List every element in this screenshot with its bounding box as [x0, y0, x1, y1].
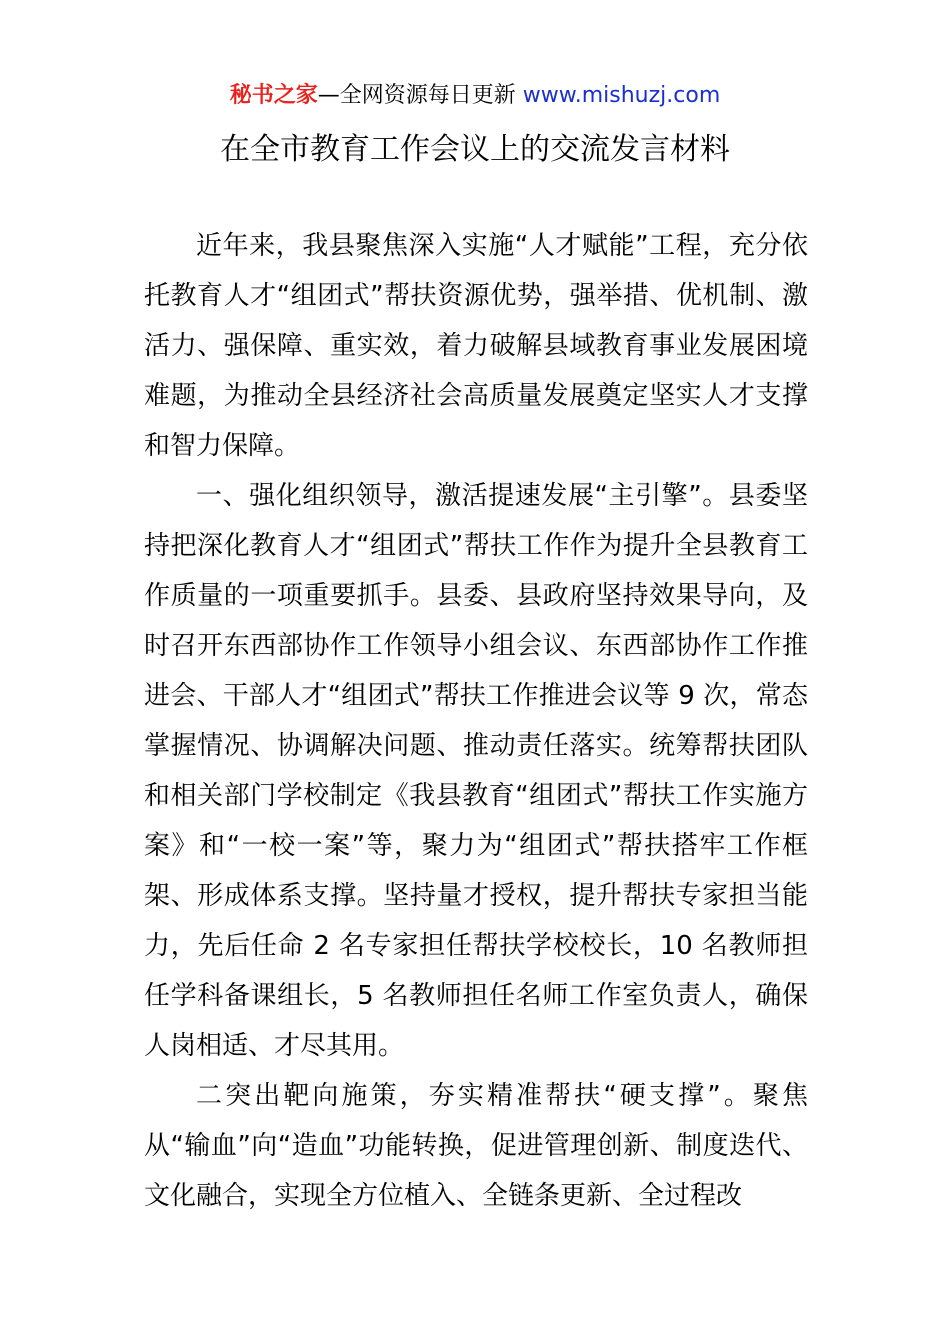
paragraph-intro: 近年来，我县聚焦深入实施“人才赋能”工程，充分依托教育人才“组团式”帮扶资源优势，强举措、优机制、激活力、强保障、重实效，着力破解县域教育事业发展困境难题，为推动全县经济社会高质量发展奠定坚实人才支撑和智力保障。 — [144, 231, 808, 461]
document-body — [144, 221, 808, 1221]
paragraph-section-2: 二突出靶向施策，夯实精准帮扶“硬支撑”。聚焦从“输血”向“造血”功能转换，促进管理创新、制度迭代、文化融合，实现全方位植入、全链条更新、全过程改 — [144, 1081, 808, 1211]
document-title: 在全市教育工作会议上的交流发言材料 — [220, 132, 730, 167]
paragraph-section-1: 一、强化组织领导，激活提速发展“主引擎”。县委坚持把深化教育人才“组团式”帮扶工作作为提升全县教育工作质量的一项重要抓手。县委、县政府坚持效果导向，及时召开东西部协作工作领导小组会议、东西部协作工作推进会、干部人才“组团式”帮扶工作推进会议等 9 次，常态掌握情况、协调解决问题、推动责任落实。统筹帮扶团队和相关部门学校制定《我县教育“组团式”帮扶工作实施方案》和“一校一案”等，聚力为“组团式”帮扶搭牢工作框架、形成体系支撑。坚持量才授权，提升帮扶专家担当能力，先后任命 2 名专家担任帮扶学校校长，10 名教师担任学科备课组长，5 名教师担任名师工作室负责人，确保人岗相适、才尽其用。 — [144, 481, 808, 1061]
site-header — [0, 80, 950, 112]
site-tagline: —全网资源每日更新 — [317, 83, 516, 108]
site-url-link[interactable]: www.mishuzj.com — [522, 83, 721, 108]
site-brand: 秘书之家 — [229, 83, 318, 108]
